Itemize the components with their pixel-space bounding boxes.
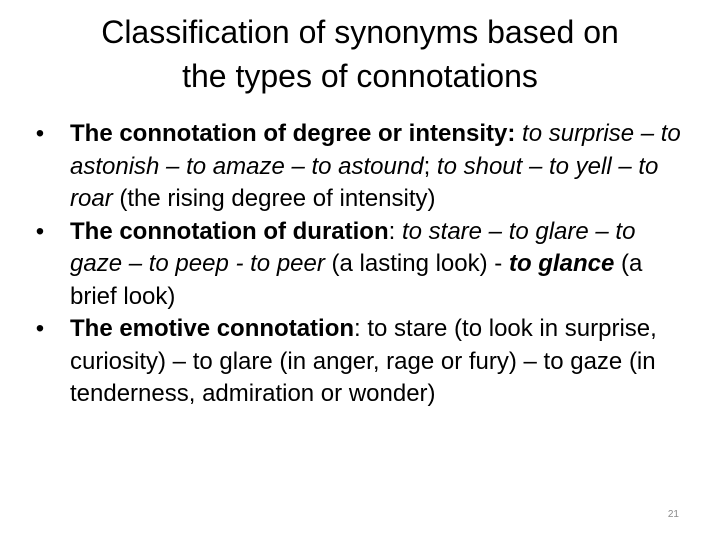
note-brief-look: (a brief look) — [70, 250, 643, 310]
title-line-2: the types of connotations — [182, 58, 538, 94]
dash: - — [494, 250, 503, 277]
page-number: 21 — [667, 509, 679, 520]
examples-shout: to shout – to yell – to roar — [70, 152, 659, 212]
bullet-degree-intensity — [30, 118, 690, 216]
examples-surprise: to surprise – to astonish – to amaze – to astound — [70, 120, 681, 180]
bullet-icon: • — [35, 217, 45, 245]
separator: ; — [423, 152, 431, 180]
bullet-lead: The connotation of degree or intensity: — [70, 120, 516, 147]
title-line-1: Classification of synonyms based on — [101, 14, 619, 50]
bullet-list — [30, 118, 690, 411]
slide-title — [40, 10, 680, 98]
colon: : — [388, 217, 396, 245]
examples-stare: to stare – to glare – to gaze – to peep - to peer — [70, 217, 636, 277]
note-lasting-look: (a lasting look) — [331, 250, 488, 277]
bullet-duration — [30, 216, 690, 314]
bullet-icon: • — [35, 120, 45, 147]
bullet-lead: The emotive connotation — [70, 315, 355, 342]
bullet-note: (the rising degree of intensity) — [119, 185, 436, 212]
bullet-emotive — [30, 313, 690, 411]
bullet-icon: • — [35, 315, 45, 342]
example-glance: to glance — [508, 250, 615, 277]
bullet-text: : to stare (to look in surprise, curiosity) – to glare (in anger, rage or fury) – to gaze (in tenderness, admiration or wonder) — [70, 315, 657, 407]
bullet-lead: The connotation of duration — [70, 217, 389, 245]
